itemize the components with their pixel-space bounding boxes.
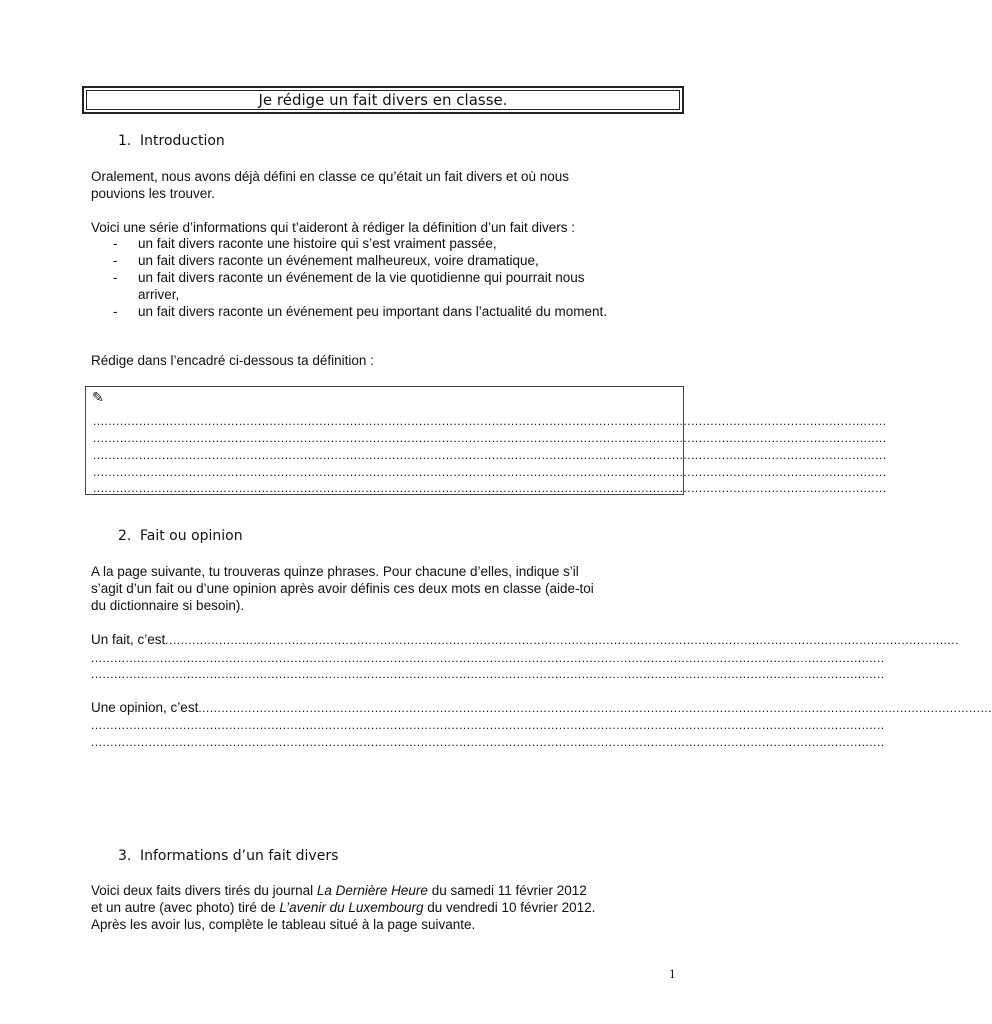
- section-1-title: Introduction: [140, 133, 225, 149]
- writing-line[interactable]: ...............................................................................................................................................................................................................: [93, 431, 887, 445]
- bullet-dash: -: [113, 270, 118, 285]
- writing-line[interactable]: ...............................................................................................................................................................................................................: [91, 651, 885, 665]
- section-3-title: Informations d’un fait divers: [140, 848, 339, 864]
- section-2-heading: [118, 528, 243, 545]
- writing-line[interactable]: ...............................................................................................................................................................................................................: [93, 448, 887, 462]
- writing-line[interactable]: ...............................................................................................................................................................................................................: [91, 735, 885, 749]
- writing-line[interactable]: ...............................................................................................................................................................................................................: [93, 414, 887, 428]
- newspaper-title: L’avenir du Luxembourg: [279, 900, 424, 915]
- fait-definition-line[interactable]: [91, 631, 959, 649]
- list-item: - un fait divers raconte une histoire qui s’est vraiment passée,: [113, 236, 497, 251]
- writing-line[interactable]: ...............................................................................................................................................................................................................: [165, 633, 959, 647]
- writing-line[interactable]: ...............................................................................................................................................................................................................: [93, 465, 887, 479]
- section-3-line-2: et un autre (avec photo) tiré de L’avenir du Luxembourg du vendredi 10 février 2012.: [91, 900, 596, 915]
- info-list: [91, 235, 691, 320]
- section-3-line-3: Après les avoir lus, complète le tableau situé à la page suivante.: [91, 917, 476, 932]
- section-1-intro-line-1: Oralement, nous avons déjà défini en classe ce qu’était un fait divers et où nous: [91, 169, 570, 184]
- section-3-line-1: Voici deux faits divers tirés du journal La Dernière Heure du samedi 11 février 2012: [91, 883, 587, 898]
- list-item-continuation: arriver,: [138, 287, 180, 302]
- section-2-title: Fait ou opinion: [140, 528, 243, 544]
- section-2-para-line-2: s’agit d’un fait ou d’une opinion après avoir définis ces deux mots en classe (aide-toi: [91, 581, 594, 596]
- writing-line[interactable]: ...............................................................................................................................................................................................................: [91, 718, 885, 732]
- section-2-para-line-1: A la page suivante, tu trouveras quinze phrases. Pour chacune d’elles, indique s’il: [91, 564, 579, 579]
- list-item: - un fait divers raconte un événement malheureux, voire dramatique,: [113, 253, 539, 268]
- bullet-dash: -: [113, 253, 118, 268]
- section-1-number: 1.: [118, 133, 132, 149]
- section-2-para-line-3: du dictionnaire si besoin).: [91, 598, 245, 613]
- section-1-intro-line-2: pouvions les trouver.: [91, 186, 215, 201]
- definition-box[interactable]: [85, 386, 887, 495]
- opinion-label: Une opinion, c’est: [91, 700, 199, 715]
- list-item: - un fait divers raconte un événement peu important dans l’actualité du moment.: [113, 304, 608, 319]
- fait-label: Un fait, c’est: [91, 632, 166, 647]
- bullet-dash: -: [113, 304, 118, 319]
- section-1-list-intro: Voici une série d’informations qui t’aideront à rédiger la définition d’un fait divers :: [91, 220, 576, 235]
- writing-line[interactable]: ...............................................................................................................................................................................................................: [198, 701, 992, 715]
- page-number: 1: [669, 966, 676, 981]
- section-3-number: 3.: [118, 848, 132, 864]
- newspaper-title: La Dernière Heure: [316, 883, 428, 898]
- list-item: - un fait divers raconte un événement de la vie quotidienne qui pourrait nous: [113, 270, 585, 285]
- writing-line[interactable]: ...............................................................................................................................................................................................................: [93, 481, 887, 495]
- page-title: Je rédige un fait divers en classe.: [86, 90, 680, 110]
- opinion-definition-line[interactable]: [91, 699, 992, 717]
- section-1-heading: [118, 133, 225, 150]
- bullet-dash: -: [113, 236, 118, 251]
- title-box: [82, 86, 684, 114]
- writing-line[interactable]: ...............................................................................................................................................................................................................: [91, 667, 885, 681]
- section-2-number: 2.: [118, 528, 132, 544]
- definition-instruction: Rédige dans l’encadré ci-dessous ta définition :: [91, 353, 374, 368]
- section-3-heading: [118, 848, 338, 865]
- pencil-icon: ✎: [92, 389, 104, 405]
